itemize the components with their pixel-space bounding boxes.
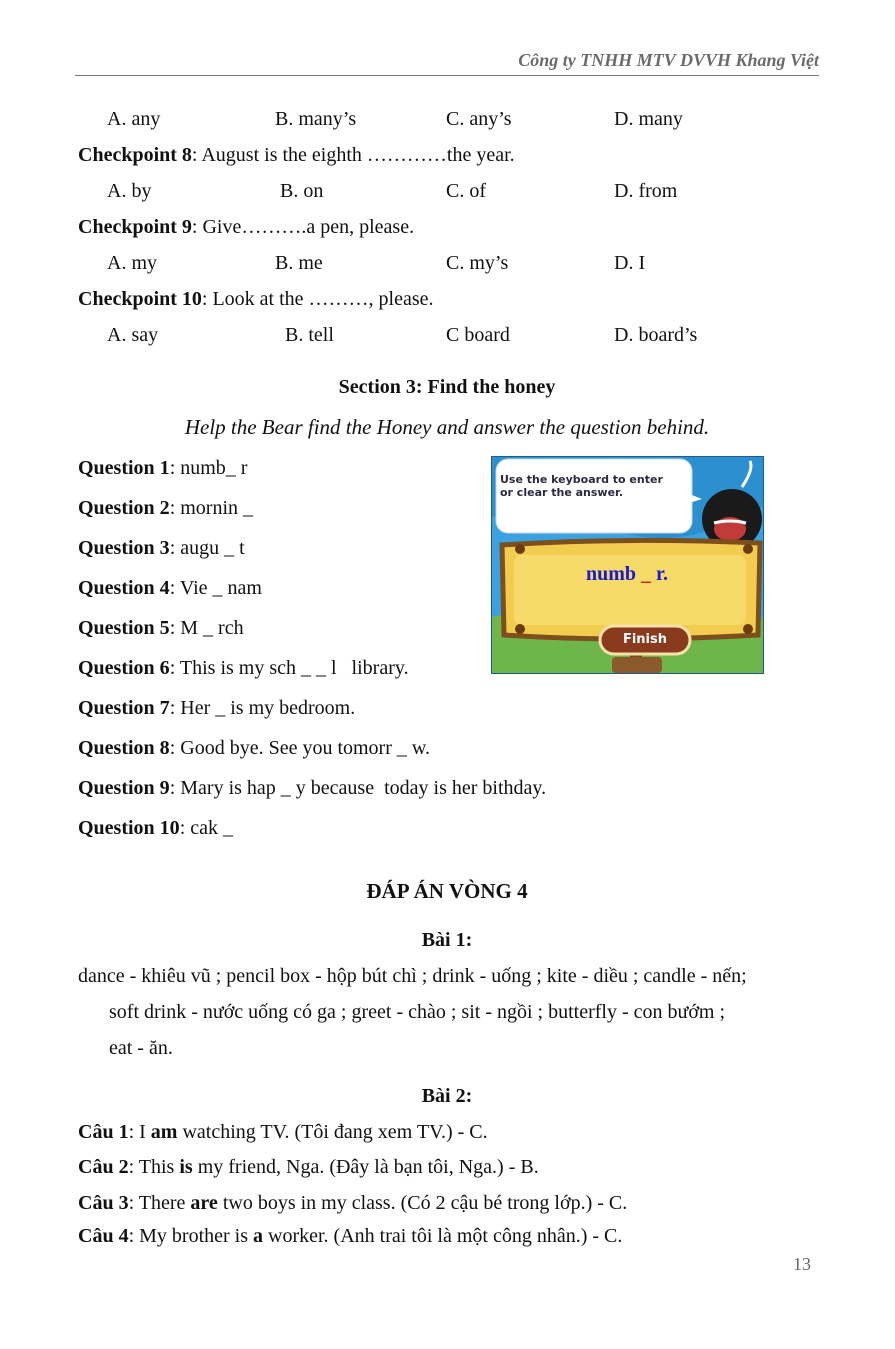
checkpoint-text: : August is the eighth …………the year.	[191, 144, 515, 166]
question-text: : This is my sch _ _ l library.	[169, 657, 409, 679]
cp10-option-d: D. board’s	[614, 324, 698, 346]
cp10-option-b: B. tell	[285, 324, 334, 346]
section-subtitle: Help the Bear find the Honey and answer the question behind.	[184, 415, 710, 439]
question-6	[78, 657, 409, 680]
cau-text: : There	[128, 1192, 191, 1214]
cp7-option-c: C. any’s	[446, 108, 512, 130]
cau-4	[78, 1225, 622, 1248]
bai1-title: Bài 1:	[421, 929, 473, 951]
question-label: Question 7	[78, 697, 170, 719]
cp8-option-c: C. of	[446, 180, 486, 202]
question-9	[78, 777, 546, 800]
question-text: : numb_ r	[169, 457, 248, 479]
question-5	[78, 617, 244, 640]
section-title: Section 3: Find the honey	[338, 376, 556, 398]
question-text: : Vie _ nam	[169, 577, 262, 599]
cau-1	[78, 1121, 488, 1144]
bai1-line-3: eat - ăn.	[109, 1037, 173, 1059]
question-label: Question 8	[78, 737, 170, 759]
question-8	[78, 737, 430, 760]
cau-text: : My brother is	[128, 1225, 254, 1247]
cp8-option-d: D. from	[614, 180, 678, 202]
bai1-line-2: soft drink - nước uống có ga ; greet - chào ; sit - ngồi ; butterfly - con bướm ;	[109, 1001, 726, 1023]
header-rule	[75, 75, 819, 76]
cau-text: worker. (Anh trai tôi là một công nhân.) - C.	[263, 1225, 623, 1247]
bai1-line-1: dance - khiêu vũ ; pencil box - hộp bút chì ; drink - uống ; kite - diều ; candle - nến;	[78, 965, 747, 987]
checkpoint-label: Checkpoint 8	[78, 144, 192, 166]
checkpoint-9	[78, 216, 414, 239]
cp9-option-a: A. my	[107, 252, 157, 274]
checkpoint-8	[78, 144, 515, 167]
question-label: Question 1	[78, 457, 170, 479]
game-answer-post: r.	[650, 563, 669, 585]
cp9-option-d: D. I	[614, 252, 646, 274]
cau-answer-word: a	[253, 1225, 264, 1247]
checkpoint-label: Checkpoint 9	[78, 216, 192, 238]
cp8-option-a: A. by	[107, 180, 152, 202]
answers-title: ĐÁP ÁN VÒNG 4	[366, 879, 528, 903]
question-label: Question 4	[78, 577, 170, 599]
page-number: 13	[793, 1254, 811, 1274]
question-label: Question 5	[78, 617, 170, 639]
cau-answer-word: are	[190, 1192, 218, 1214]
cau-text: : This	[128, 1156, 180, 1178]
game-answer	[552, 563, 702, 586]
game-screenshot	[491, 456, 764, 674]
bai2-title: Bài 2:	[421, 1085, 473, 1107]
cp10-option-c: C board	[446, 324, 510, 346]
cau-label: Câu 3	[78, 1192, 129, 1214]
cp8-option-b: B. on	[280, 180, 324, 202]
cau-text: : I	[128, 1121, 151, 1143]
cau-answer-word: is	[179, 1156, 193, 1178]
question-label: Question 6	[78, 657, 170, 679]
cp10-option-a: A. say	[107, 324, 159, 346]
question-text: : augu _ t	[169, 537, 245, 559]
question-2	[78, 497, 253, 520]
question-text: : mornin _	[169, 497, 254, 519]
checkpoint-text: : Give……….a pen, please.	[191, 216, 415, 238]
checkpoint-10	[78, 288, 434, 311]
checkpoint-text: : Look at the ………, please.	[201, 288, 434, 310]
running-header: Công ty TNHH MTV DVVH Khang Việt	[518, 50, 819, 70]
question-text: : cak _	[179, 817, 233, 839]
game-hint: Use the keyboard to enter or clear the answer.	[500, 473, 663, 499]
cau-label: Câu 4	[78, 1225, 129, 1247]
cp7-option-a: A. any	[107, 108, 161, 130]
cp9-option-b: B. me	[275, 252, 323, 274]
cau-label: Câu 1	[78, 1121, 129, 1143]
cp7-option-b: B. many’s	[275, 108, 357, 130]
cau-text: my friend, Nga. (Đây là bạn tôi, Nga.) - B.	[192, 1156, 539, 1178]
question-text: : Mary is hap _ y because today is her bithday.	[169, 777, 547, 799]
question-1	[78, 457, 247, 480]
cp7-option-d: D. many	[614, 108, 683, 130]
finish-button[interactable]: Finish	[622, 632, 668, 647]
question-text: : Good bye. See you tomorr _ w.	[169, 737, 431, 759]
cp9-option-c: C. my’s	[446, 252, 509, 274]
game-answer-pre: numb	[585, 563, 641, 585]
cau-answer-word: am	[150, 1121, 178, 1143]
cau-text: watching TV. (Tôi đang xem TV.) - C.	[177, 1121, 488, 1143]
question-7	[78, 697, 355, 720]
question-label: Question 3	[78, 537, 170, 559]
question-10	[78, 817, 233, 840]
cau-text: two boys in my class. (Có 2 cậu bé trong lớp.) - C.	[217, 1192, 628, 1214]
cau-3	[78, 1192, 627, 1215]
question-text: : M _ rch	[169, 617, 244, 639]
question-label: Question 9	[78, 777, 170, 799]
question-3	[78, 537, 245, 560]
question-text: : Her _ is my bedroom.	[169, 697, 356, 719]
cau-label: Câu 2	[78, 1156, 129, 1178]
game-answer-blank: _	[640, 563, 651, 585]
cau-2	[78, 1156, 539, 1179]
question-label: Question 2	[78, 497, 170, 519]
question-label: Question 10	[78, 817, 180, 839]
checkpoint-label: Checkpoint 10	[78, 288, 202, 310]
question-4	[78, 577, 262, 600]
